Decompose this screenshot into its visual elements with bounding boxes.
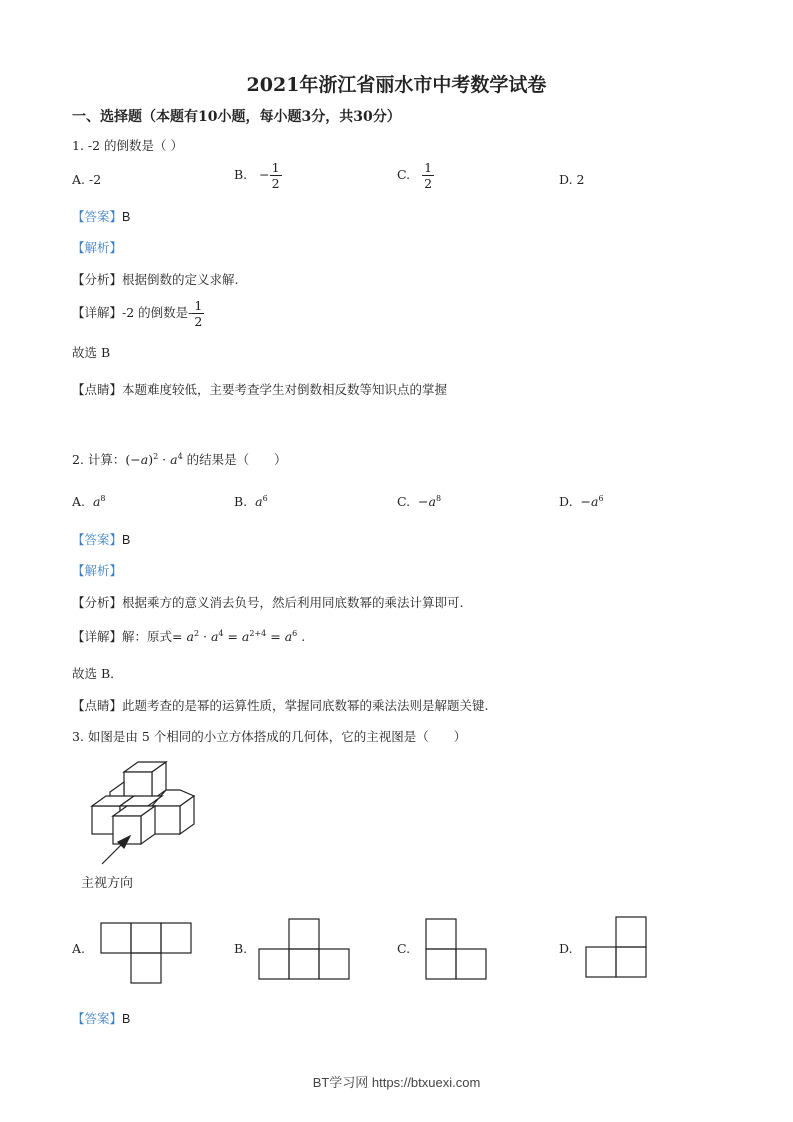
q3-option-c-label: C. — [397, 941, 411, 956]
dianjing-tag: 【点睛】 — [72, 383, 123, 397]
fraction-denominator: 2 — [424, 176, 433, 191]
q2-jiexi: 【解析】 — [72, 564, 123, 578]
fenxi-text: 根据乘方的意义消去负号，然后利用同底数幂的乘法计算即可. — [122, 595, 464, 610]
q3-option-b-figure — [258, 918, 352, 982]
q3-answer — [72, 1009, 130, 1027]
view-direction-label: 主视方向 — [81, 875, 134, 890]
answer-tag: 【答案】 — [72, 533, 123, 547]
q1-option-b-label: B. — [234, 167, 248, 182]
xiangjie-tag: 【详解】 — [72, 305, 123, 320]
page-title: 2021年浙江省丽水市中考数学试卷 — [246, 74, 547, 96]
q1-option-c — [397, 160, 434, 191]
q2-dianjing — [72, 696, 489, 714]
option-label: D. — [559, 494, 573, 510]
option-label: A. — [72, 494, 86, 510]
answer-tag: 【答案】 — [72, 1012, 123, 1026]
q2-stem-suffix: 的结果是（ ） — [186, 452, 287, 467]
q1-fenxi — [72, 270, 239, 288]
q1-option-b-sign: − — [259, 167, 270, 182]
q2-xiangjie — [72, 627, 305, 645]
dianjing-text: 本题难度较低，主要考查学生对倒数相反数等知识点的掌握 — [122, 383, 448, 397]
q3-option-c-figure — [425, 918, 489, 982]
option-label: B. — [234, 494, 248, 510]
q3-option-d-label: D. — [559, 941, 573, 956]
xiangjie-fraction — [192, 298, 204, 329]
q1-option-b — [234, 160, 282, 191]
xiangjie-tag: 【详解】 — [72, 629, 123, 644]
q2-stem — [72, 450, 287, 468]
q1-xiangjie — [72, 298, 204, 329]
fraction-denominator: 2 — [271, 176, 280, 191]
fenxi-tag: 【分析】 — [72, 272, 123, 287]
q2-answer — [72, 530, 130, 548]
q1-stem: 1. -2 的倒数是（ ） — [72, 138, 184, 153]
q3-option-a-figure — [100, 922, 194, 986]
q2-option-a: A. $a^8$ — [72, 494, 106, 510]
q1-answer — [72, 207, 130, 225]
q2-guxuan: 故选 B． — [72, 666, 123, 681]
answer-value: B — [122, 210, 131, 224]
q1-jiexi: 【解析】 — [72, 241, 123, 255]
q1-option-a: A. -2 — [72, 172, 102, 187]
option-label: C. — [397, 494, 411, 510]
answer-value: B — [122, 533, 131, 547]
fraction-numerator: 1 — [194, 298, 203, 313]
fraction-numerator: 1 — [424, 160, 433, 175]
footer-watermark: BT学习网 https://btxuexi.com — [312, 1075, 481, 1090]
xiangjie-text: 解：原式 — [122, 629, 173, 644]
q1-dianjing — [72, 380, 447, 398]
q2-option-b: B. $a^6$ — [234, 494, 268, 510]
xiangjie-expression: = $a^2 \cdot a^4 = a^{2+4} = a^6$ . — [172, 628, 306, 644]
q1-guxuan: 故选 B — [72, 345, 111, 360]
q2-option-c: C. $-a^8$ — [397, 494, 442, 510]
q2-expression: $(-a)^2 \cdot a^4$ — [125, 451, 183, 467]
q3-option-d-figure — [585, 916, 649, 980]
answer-tag: 【答案】 — [72, 210, 123, 224]
fenxi-tag: 【分析】 — [72, 595, 123, 610]
fraction-denominator: 2 — [194, 314, 203, 329]
dianjing-text: 此题考查的是幂的运算性质，掌握同底数幂的乘法法则是解题关键. — [122, 698, 489, 713]
q2-option-d: D. $-a^6$ — [559, 494, 604, 510]
dianjing-tag: 【点睛】 — [72, 698, 123, 713]
q1-option-b-fraction — [270, 160, 282, 191]
section-heading: 一、选择题（本题有10小题，每小题3分，共30分） — [72, 109, 401, 125]
q1-option-c-fraction — [422, 160, 434, 191]
q2-fenxi — [72, 593, 464, 611]
q1-option-d: D. 2 — [559, 172, 585, 187]
q3-option-b-label: B. — [234, 941, 248, 956]
fenxi-text: 根据倒数的定义求解. — [122, 272, 239, 287]
q2-stem-prefix: 2. 计算： — [72, 452, 126, 467]
fraction-numerator: 1 — [271, 160, 280, 175]
xiangjie-text: -2 的倒数是- — [122, 305, 193, 320]
q1-option-c-label: C. — [397, 167, 411, 182]
q3-option-a-label: A. — [72, 941, 86, 956]
q3-stem: 3. 如图是由 5 个相同的小立方体搭成的几何体，它的主视图是（ ） — [72, 729, 467, 744]
answer-value: B — [122, 1012, 131, 1026]
